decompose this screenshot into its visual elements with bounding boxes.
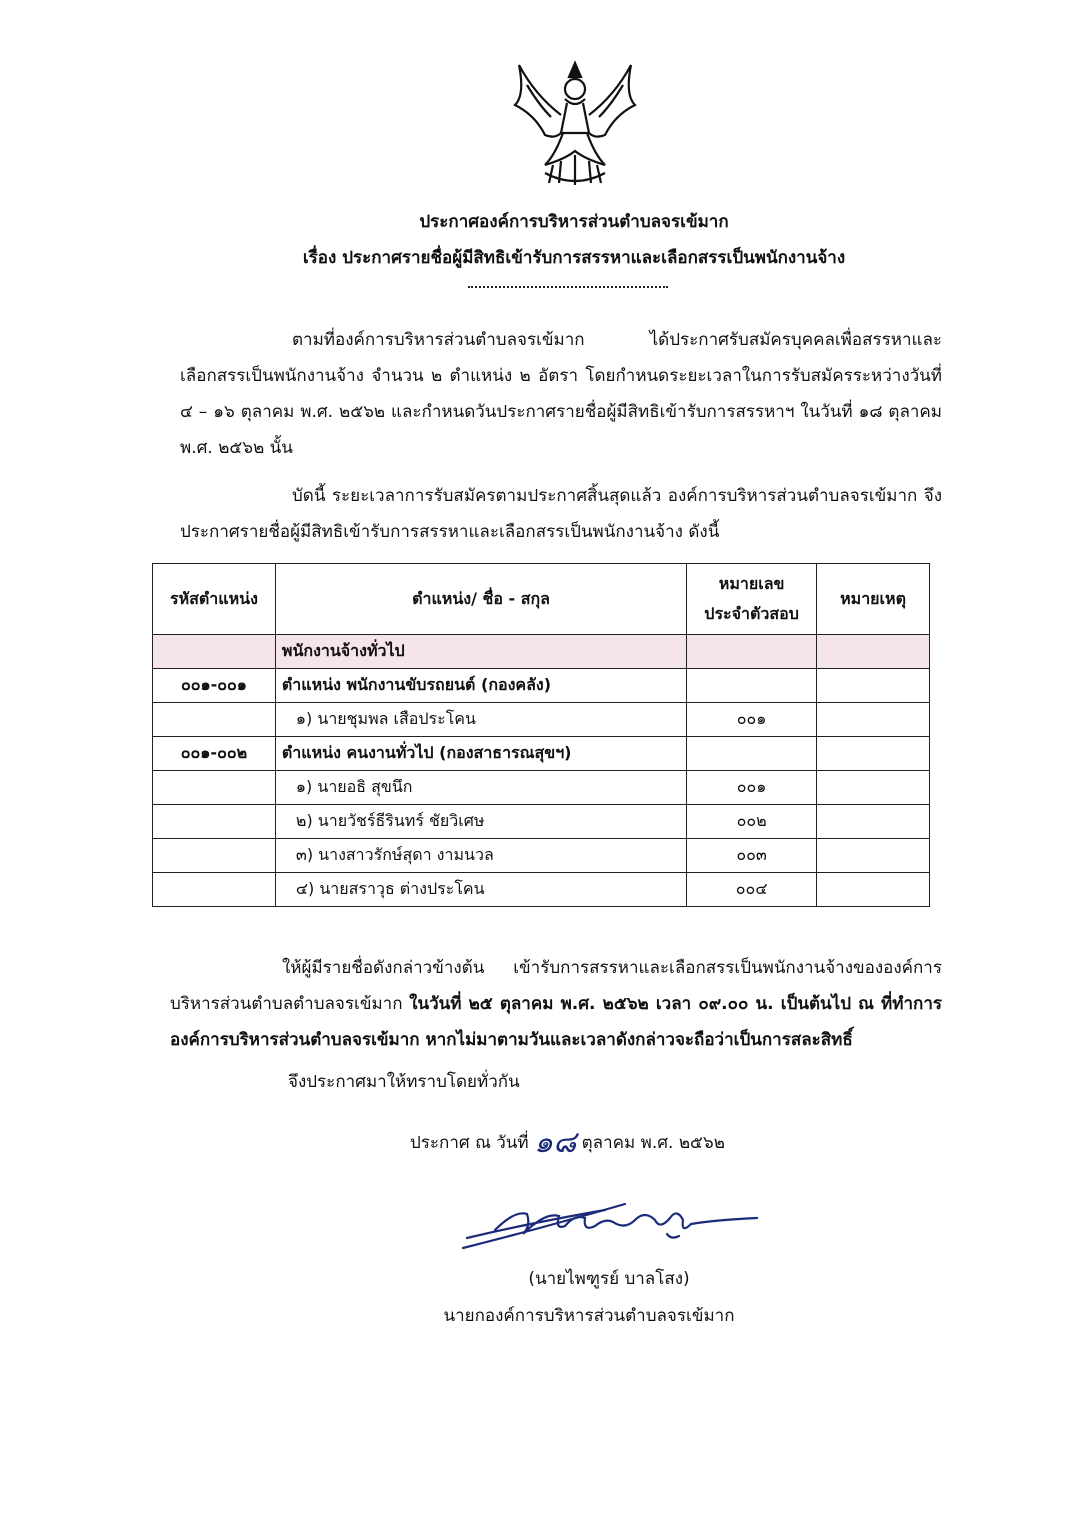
announcement-subject: เรื่อง ประกาศรายชื่อผู้มีสิทธิเข้ารับการสรรหาและเลือกสรรเป็นพนักงานจ้าง [302,248,846,268]
announcement-date [410,1115,725,1162]
header-code: รหัสตำแหน่ง [153,564,276,635]
cell-remark [817,635,930,669]
cell-remark [817,805,930,839]
cell-name: ๔) นายสราวุธ ต่างประโคน [275,873,686,907]
table-row [153,873,930,907]
cell-exam-no [687,635,817,669]
cell-remark [817,669,930,703]
cell-exam-no: ๐๐๑ [687,771,817,805]
header-exam-no [687,564,817,635]
date-day-handwritten: ๑๘ [534,1125,577,1160]
cell-code [153,805,276,839]
cell-remark [817,737,930,771]
table-row [153,771,930,805]
table-row [153,669,930,703]
date-prefix: ประกาศ ณ วันที่ [410,1133,535,1153]
cell-code: ๐๐๑-๐๐๑ [153,669,276,703]
cell-exam-no: ๐๐๔ [687,873,817,907]
cell-code [153,703,276,737]
table-row [153,703,930,737]
cell-remark [817,839,930,873]
cell-name: ตำแหน่ง คนงานทั่วไป (กองสาธารณสุขฯ) [275,737,686,771]
table-row [153,805,930,839]
date-suffix: ตุลาคม พ.ศ. ๒๕๖๒ [576,1133,725,1153]
cell-remark [817,873,930,907]
cell-exam-no [687,669,817,703]
signer-position: นายกองค์การบริหารส่วนตำบลจรเข้มาก [443,1306,735,1326]
cell-name: ๑) นายชุมพล เสือประโคน [275,703,686,737]
cell-name: ๒) นายวัชร์ธีรินทร์ ชัยวิเศษ [275,805,686,839]
header-exam-no-line1: หมายเลข [718,574,785,593]
header-name: ตำแหน่ง/ ชื่อ - สกุล [275,564,686,635]
garuda-emblem-icon [505,55,645,195]
cell-exam-no: ๐๐๓ [687,839,817,873]
paragraph-intro: ตามที่องค์การบริหารส่วนตำบลจรเข้มาก ได้ประกาศรับสมัครบุคคลเพื่อสรรหาและเลือกสรรเป็นพนักงานจ้าง จำนวน ๒ ตำแหน่ง ๒ อัตรา โดยกำหนดระยะเวลาในการรับสมัครระหว่างวันที่ ๔ – ๑๖ ตุลาคม พ.ศ. ๒๕๖๒ และกำหนดวันประกาศรายชื่อผู้มีสิทธิเข้ารับการสรรหาฯ ในวันที่ ๑๘ ตุลาคม พ.ศ. ๒๕๖๒ นั้น [180,330,942,458]
dotted-divider [468,286,668,288]
paragraph-instructions [170,950,942,1058]
header-remark: หมายเหตุ [817,564,930,635]
instructions-text: ให้ผู้มีรายชื่อดังกล่าวข้างต้น เข้ารับการสรรหาและเลือกสรรเป็นพนักงานจ้างขององค์การบริหารส่วนตำบลตำบลจรเข้มาก [170,958,942,1014]
cell-code [153,771,276,805]
handwritten-signature [455,1190,765,1260]
cell-code [153,873,276,907]
cell-exam-no: ๐๐๒ [687,805,817,839]
cell-name: ๓) นางสาวรักษ์สุดา งามนวล [275,839,686,873]
candidate-table [152,563,930,907]
table-header-row [153,564,930,635]
header-exam-no-line2: ประจำตัวสอบ [704,604,799,623]
cell-code: ๐๐๑-๐๐๒ [153,737,276,771]
instructions-schedule: ในวันที่ ๒๕ ตุลาคม พ.ศ. ๒๕๖๒ เวลา ๐๙.๐๐ น. เป็นต้นไป ณ ที่ทำการองค์การบริหารส่วนตำบลจรเข้มาก หากไม่มาตามวันและเวลาดังกล่าวจะถือว่าเป็นการสละสิทธิ์ [170,994,942,1050]
table-row [153,635,930,669]
paragraph-closing: จึงประกาศมาให้ทราบโดยทั่วกัน [288,1072,520,1092]
cell-name: ตำแหน่ง พนักงานขับรถยนต์ (กองคลัง) [275,669,686,703]
table-row [153,737,930,771]
cell-code [153,635,276,669]
cell-exam-no: ๐๐๑ [687,703,817,737]
table-row [153,839,930,873]
cell-exam-no [687,737,817,771]
cell-name: พนักงานจ้างทั่วไป [275,635,686,669]
cell-remark [817,703,930,737]
cell-name: ๑) นายอธิ สุขนึก [275,771,686,805]
cell-code [153,839,276,873]
announcement-title: ประกาศองค์การบริหารส่วนตำบลจรเข้มาก [419,212,729,232]
paragraph-announce: บัดนี้ ระยะเวลาการรับสมัครตามประกาศสิ้นสุดแล้ว องค์การบริหารส่วนตำบลจรเข้มาก จึงประกาศรายชื่อผู้มีสิทธิเข้ารับการสรรหาและเลือกสรรเป็นพนักงานจ้าง ดังนี้ [180,486,942,542]
signer-name: (นายไพฑูรย์ บาลโสง) [528,1269,690,1289]
cell-remark [817,771,930,805]
